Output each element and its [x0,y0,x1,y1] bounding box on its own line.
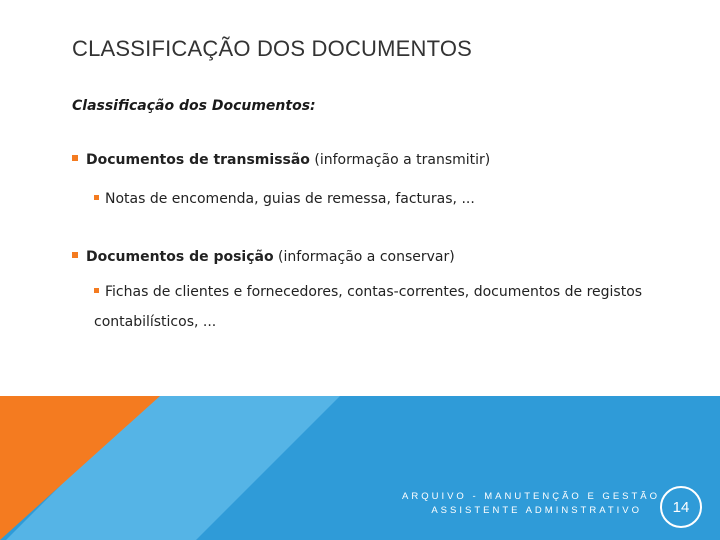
sub-bullet-text: Notas de encomenda, guias de remessa, facturas, ... [105,191,475,207]
page-number: 14 [660,486,702,528]
bullet-position [72,249,455,265]
slide-title: CLASSIFICAÇÃO DOS DOCUMENTOS [72,36,473,61]
sub-bullet-position [94,277,654,337]
bullet-term: Documentos de transmissão [86,152,310,168]
square-bullet-icon [72,252,78,258]
footer-caption [402,490,661,518]
sub-bullet-text: Fichas de clientes e fornecedores, contas-correntes, documentos de registos contabilísticos, ... [94,284,643,330]
sub-bullet-transmission [94,184,654,214]
bullet-term: Documentos de posição [86,249,274,265]
footer-band [0,396,720,540]
footer-line-2: ASSISTENTE ADMINSTRATIVO [431,505,642,516]
footer-line-1: ARQUIVO - MANUTENÇÃO E GESTÃO [402,491,661,502]
square-bullet-icon [94,195,99,200]
square-bullet-icon [72,155,78,161]
bullet-transmission [72,152,490,168]
intro-heading: Classificação dos Documentos: [72,98,316,114]
bullet-desc: (informação a conservar) [273,249,455,265]
bullet-desc: (informação a transmitir) [309,152,491,168]
square-bullet-icon [94,288,99,293]
